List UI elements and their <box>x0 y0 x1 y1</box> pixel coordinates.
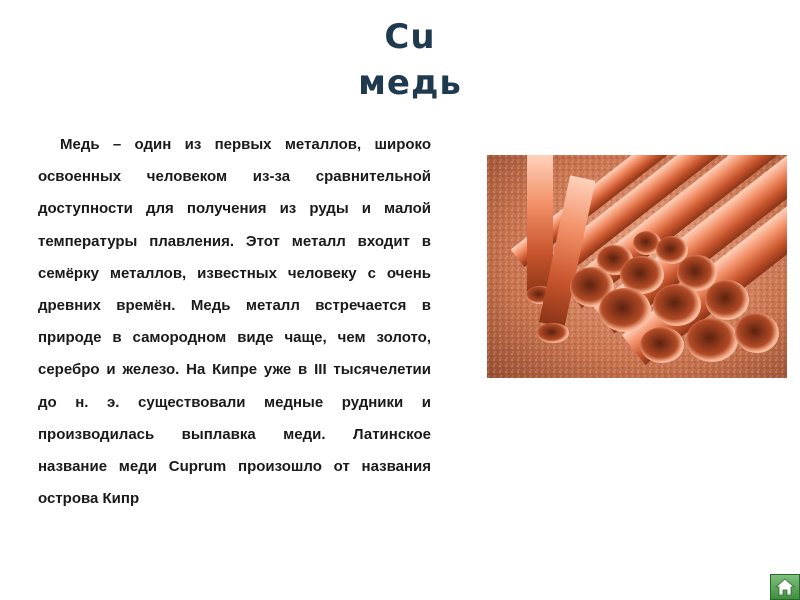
slide-title <box>300 14 520 106</box>
copper-pipes-photo <box>487 155 787 378</box>
body-paragraph: Медь – один из первых металлов, широко освоенных человеком из-за сравнительной доступности для получения из руды и малой температуры плавления. Этот металл входит в семёрку металлов, известных человеку с очень древних времён. Медь металл встречается в природе в самородном виде чаще, чем золото, серебро и железо. На Кипре уже в III тысячелетии до н. э. существовали медные рудники и производилась выплавка меди. Латинское название меди Cuprum произошло от названия острова Кипр <box>38 136 431 508</box>
title-name: медь <box>358 63 462 103</box>
home-icon <box>771 575 799 599</box>
home-button[interactable] <box>770 574 800 600</box>
title-symbol: Cu <box>384 17 436 57</box>
